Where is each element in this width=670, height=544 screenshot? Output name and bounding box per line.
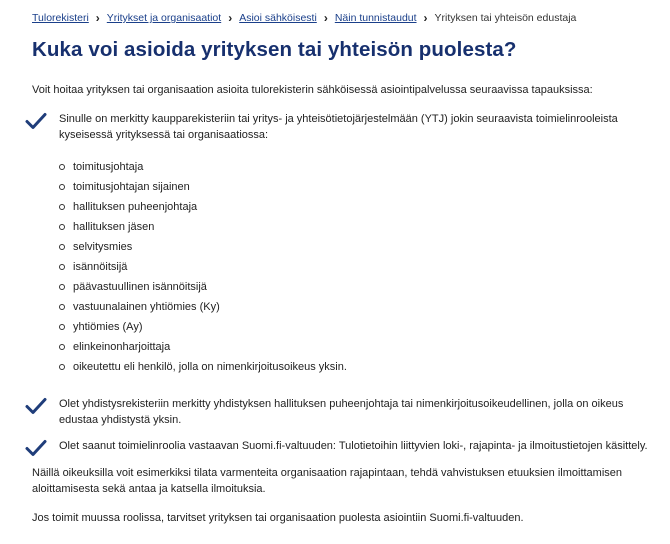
checkmark-icon [24,394,48,418]
list-item: yhtiömies (Ay) [59,317,656,337]
intro-text: Voit hoitaa yrityksen tai organisaation asioita tulorekisterin sähköisessä asiointipalvelussa seuraavissa tapauksissa: [32,84,593,96]
list-item: isännöitsijä [59,257,656,277]
check-text: Olet yhdistysrekisteriin merkitty yhdistyksen hallituksen puheenjohtaja tai nimenkirjoitusoikeudellinen, jolla on oikeus edustaa yhdistystä yksin. [59,398,624,426]
rights-paragraph: Näillä oikeuksilla voit esimerkiksi tilata varmenteita organisaation rajapintaan, tehdä vahvistuksen etuuksien ilmoittamisen aloittamisesta sekä antaa ja katsella ilmoituksia. [32,467,623,495]
breadcrumb-link-tunnistaudut[interactable]: Näin tunnistaudut [334,12,417,24]
list-item: toimitusjohtajan sijainen [59,177,656,197]
list-item: selvitysmies [59,237,656,257]
check-text: Sinulle on merkitty kaupparekisteriin tai yritys- ja yhteisötietojärjestelmään (YTJ) jokin seuraavista toimielinrooleista kyseisessä yrityksessä tai organisaatiossa: [59,113,618,141]
chevron-right-icon: › [423,11,428,25]
breadcrumb-link-asioi[interactable]: Asioi sähköisesti [239,12,317,24]
breadcrumb [32,10,656,26]
list-item: päävastuullinen isännöitsijä [59,277,656,297]
list-item: vastuunalainen yhtiömies (Ky) [59,297,656,317]
list-item: oikeutettu eli henkilö, jolla on nimenkirjoitusoikeus yksin. [59,357,656,377]
chevron-right-icon: › [228,11,233,25]
check-item [32,438,656,454]
list-item: hallituksen jäsen [59,217,656,237]
check-item [32,111,656,143]
breadcrumb-current: Yrityksen tai yhteisön edustaja [434,12,577,24]
check-text: Olet saanut toimielinroolia vastaavan Suomi.fi-valtuuden: Tulotietoihin liittyvien loki-, rajapinta- ja ilmoitustietojen käsittely. [59,440,648,452]
breadcrumb-link-yritykset[interactable]: Yritykset ja organisaatiot [106,12,222,24]
chevron-right-icon: › [323,11,328,25]
list-item: hallituksen puheenjohtaja [59,197,656,217]
chevron-right-icon: › [95,11,100,25]
other-role-paragraph: Jos toimit muussa roolissa, tarvitset yrityksen tai organisaation puolesta asiointiin Suomi.fi-valtuuden. [32,512,524,524]
page-title: Kuka voi asioida yrityksen tai yhteisön puolesta? [32,38,517,61]
list-item: elinkeinonharjoittaja [59,337,656,357]
checkmark-icon [24,109,48,133]
checkmark-icon [24,436,48,460]
breadcrumb-link-tulorekisteri[interactable]: Tulorekisteri [32,12,89,24]
role-list [32,157,656,377]
list-item: toimitusjohtaja [59,157,656,177]
check-item [32,396,656,428]
